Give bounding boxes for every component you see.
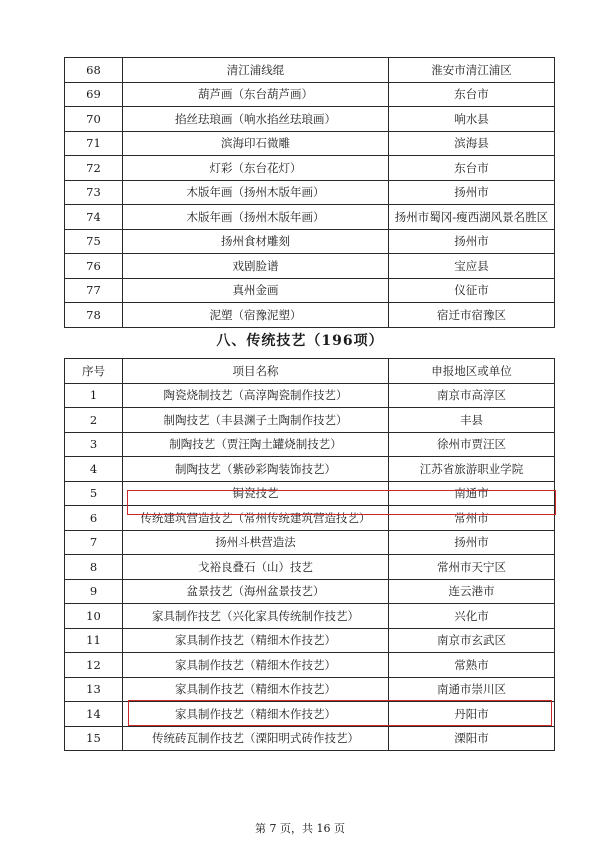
region-name: 宝应县 bbox=[389, 254, 555, 279]
table-row bbox=[65, 58, 555, 83]
project-name: 家具制作技艺（精细木作技艺） bbox=[123, 628, 389, 653]
table-row bbox=[65, 229, 555, 254]
table-body bbox=[65, 58, 555, 328]
project-name: 戏剧脸谱 bbox=[123, 254, 389, 279]
region-name: 宿迁市宿豫区 bbox=[389, 303, 555, 328]
table-row bbox=[65, 628, 555, 653]
red-highlight-box bbox=[128, 700, 552, 726]
table-body bbox=[65, 383, 555, 751]
traditional-crafts-table bbox=[64, 358, 555, 751]
table-row bbox=[65, 432, 555, 457]
row-number: 9 bbox=[65, 579, 123, 604]
project-name: 家具制作技艺（精细木作技艺） bbox=[123, 653, 389, 678]
project-name: 真州金画 bbox=[123, 278, 389, 303]
table-row bbox=[65, 205, 555, 230]
project-name: 滨海印石微雕 bbox=[123, 131, 389, 156]
region-name: 南通市崇川区 bbox=[389, 677, 555, 702]
project-name: 陶瓷烧制技艺（高淳陶瓷制作技艺） bbox=[123, 383, 389, 408]
row-number: 75 bbox=[65, 229, 123, 254]
project-name: 扬州斗栱营造法 bbox=[123, 530, 389, 555]
page-footer: 第 7 页，共 16 页 bbox=[255, 822, 345, 835]
row-number: 12 bbox=[65, 653, 123, 678]
table-row bbox=[65, 555, 555, 580]
region-name: 东台市 bbox=[389, 156, 555, 181]
row-number: 7 bbox=[65, 530, 123, 555]
row-number: 73 bbox=[65, 180, 123, 205]
region-name: 江苏省旅游职业学院 bbox=[389, 457, 555, 482]
table-row bbox=[65, 653, 555, 678]
project-name: 制陶技艺（紫砂彩陶装饰技艺） bbox=[123, 457, 389, 482]
project-name: 家具制作技艺（兴化家具传统制作技艺） bbox=[123, 604, 389, 629]
table-row bbox=[65, 131, 555, 156]
row-number: 72 bbox=[65, 156, 123, 181]
region-name: 扬州市 bbox=[389, 180, 555, 205]
header-project-name: 项目名称 bbox=[123, 359, 389, 384]
row-number: 71 bbox=[65, 131, 123, 156]
row-number: 3 bbox=[65, 432, 123, 457]
region-name: 南京市玄武区 bbox=[389, 628, 555, 653]
region-name: 东台市 bbox=[389, 82, 555, 107]
row-number: 6 bbox=[65, 506, 123, 531]
table-row bbox=[65, 107, 555, 132]
section-heading: 八、传统技艺（196项） bbox=[216, 333, 384, 349]
table-row bbox=[65, 579, 555, 604]
region-name: 南京市高淳区 bbox=[389, 383, 555, 408]
row-number: 78 bbox=[65, 303, 123, 328]
region-name: 徐州市贾汪区 bbox=[389, 432, 555, 457]
row-number: 2 bbox=[65, 408, 123, 433]
region-name: 常熟市 bbox=[389, 653, 555, 678]
table-row bbox=[65, 677, 555, 702]
region-name: 响水县 bbox=[389, 107, 555, 132]
project-name: 葫芦画（东台葫芦画） bbox=[123, 82, 389, 107]
row-number: 4 bbox=[65, 457, 123, 482]
project-name: 盆景技艺（海州盆景技艺） bbox=[123, 579, 389, 604]
table-row bbox=[65, 408, 555, 433]
region-name: 兴化市 bbox=[389, 604, 555, 629]
row-number: 11 bbox=[65, 628, 123, 653]
table-row bbox=[65, 457, 555, 482]
table-row bbox=[65, 82, 555, 107]
header-number: 序号 bbox=[65, 359, 123, 384]
region-name: 丰县 bbox=[389, 408, 555, 433]
row-number: 74 bbox=[65, 205, 123, 230]
table-row bbox=[65, 278, 555, 303]
region-name: 常州市 bbox=[389, 506, 555, 531]
region-name: 仪征市 bbox=[389, 278, 555, 303]
region-name: 溧阳市 bbox=[389, 726, 555, 751]
table-row bbox=[65, 303, 555, 328]
region-name: 扬州市蜀冈-瘦西湖风景名胜区 bbox=[389, 205, 555, 230]
heritage-table-continued bbox=[64, 57, 555, 328]
header-region: 申报地区或单位 bbox=[389, 359, 555, 384]
region-name: 丹阳市 bbox=[389, 702, 555, 727]
row-number: 5 bbox=[65, 481, 123, 506]
table-row bbox=[65, 530, 555, 555]
project-name: 传统砖瓦制作技艺（溧阳明式砖作技艺） bbox=[123, 726, 389, 751]
project-name: 传统建筑营造技艺（常州传统建筑营造技艺） bbox=[123, 506, 389, 531]
project-name: 家具制作技艺（精细木作技艺） bbox=[123, 677, 389, 702]
project-name: 家具制作技艺（精细木作技艺） bbox=[123, 702, 389, 727]
project-name: 制陶技艺（贾汪陶土罐烧制技艺） bbox=[123, 432, 389, 457]
row-number: 76 bbox=[65, 254, 123, 279]
table-row bbox=[65, 383, 555, 408]
table-row bbox=[65, 254, 555, 279]
project-name: 戈裕良叠石（山）技艺 bbox=[123, 555, 389, 580]
region-name: 扬州市 bbox=[389, 229, 555, 254]
project-name: 制陶技艺（丰县渊子土陶制作技艺） bbox=[123, 408, 389, 433]
region-name: 扬州市 bbox=[389, 530, 555, 555]
region-name: 淮安市清江浦区 bbox=[389, 58, 555, 83]
project-name: 泥塑（宿豫泥塑） bbox=[123, 303, 389, 328]
region-name: 滨海县 bbox=[389, 131, 555, 156]
table-header-row bbox=[65, 359, 555, 384]
project-name: 掐丝珐琅画（响水掐丝珐琅画） bbox=[123, 107, 389, 132]
row-number: 14 bbox=[65, 702, 123, 727]
project-name: 扬州食材雕刻 bbox=[123, 229, 389, 254]
project-name: 木版年画（扬州木版年画） bbox=[123, 180, 389, 205]
project-name: 锔瓷技艺 bbox=[123, 481, 389, 506]
region-name: 常州市天宁区 bbox=[389, 555, 555, 580]
row-number: 13 bbox=[65, 677, 123, 702]
region-name: 连云港市 bbox=[389, 579, 555, 604]
row-number: 1 bbox=[65, 383, 123, 408]
project-name: 灯彩（东台花灯） bbox=[123, 156, 389, 181]
table-row bbox=[65, 180, 555, 205]
project-name: 木版年画（扬州木版年画） bbox=[123, 205, 389, 230]
row-number: 70 bbox=[65, 107, 123, 132]
row-number: 69 bbox=[65, 82, 123, 107]
red-highlight-box bbox=[127, 490, 556, 515]
row-number: 68 bbox=[65, 58, 123, 83]
row-number: 8 bbox=[65, 555, 123, 580]
row-number: 10 bbox=[65, 604, 123, 629]
table-row bbox=[65, 726, 555, 751]
table-row bbox=[65, 156, 555, 181]
table-row bbox=[65, 604, 555, 629]
row-number: 15 bbox=[65, 726, 123, 751]
region-name: 南通市 bbox=[389, 481, 555, 506]
row-number: 77 bbox=[65, 278, 123, 303]
project-name: 清江浦线绲 bbox=[123, 58, 389, 83]
